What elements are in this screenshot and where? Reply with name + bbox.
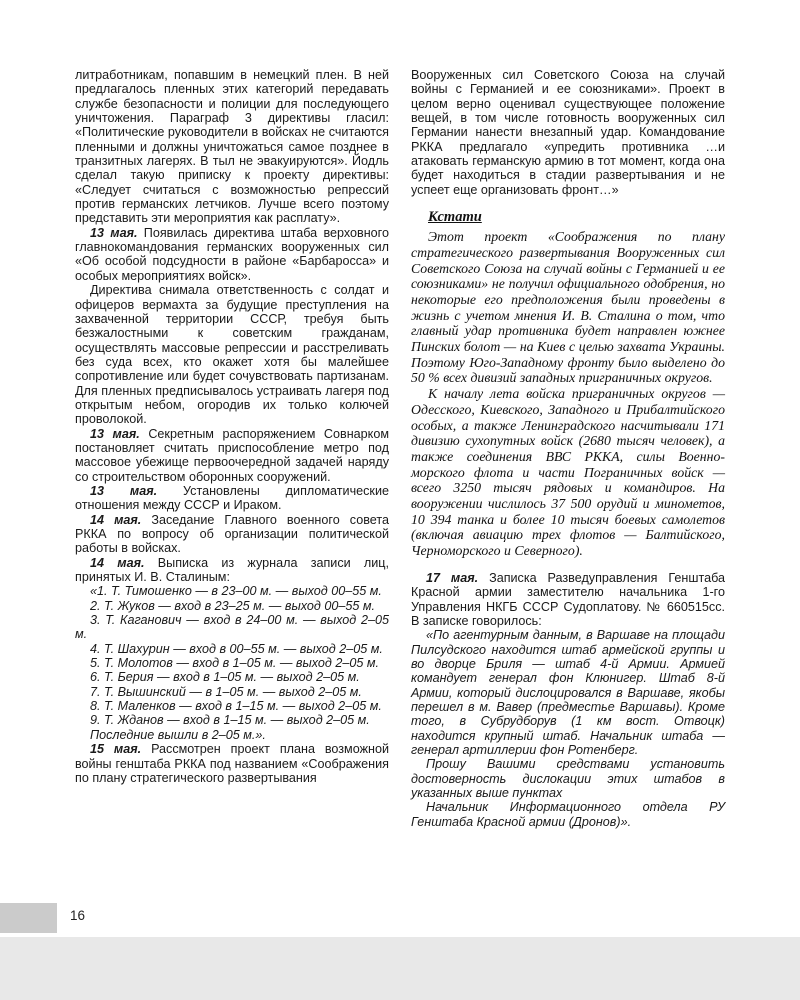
left-column: [75, 68, 389, 785]
page-bottom-band: [0, 937, 800, 1000]
journal-entry: 9. Т. Жданов — вход в 1–15 м. — выход 2–05 м.: [90, 713, 370, 728]
sidebar-paragraph: Этот проект «Соображения по плану стратегического развертывания Вооруженных сил Советского Союза на случай войны с Германией и ее союзниками» не получил официального одобрения, но некоторые его предположения были проведены в жизнь с учетом мнения И. В. Сталина о том, что главный удар противника будет направлен южнее Пинских болот — на Киев с целью захвата Украины. Поэтому Юго-Западному фронту было выделено до 50 % всех дивизий западных приграничных округов.: [411, 229, 725, 386]
paragraph: 14 мая. Выписка из журнала записи лиц, принятых И. В. Сталиным:: [75, 555, 390, 585]
right-column: [411, 68, 725, 829]
paragraph: 14 мая. Заседание Главного военного совета РККА по вопросу об организации политической работы в войсках.: [75, 512, 389, 556]
paragraph: 17 мая. Записка Разведуправления Генштаба Красной армии заместителю начальника 1-го Управления НКГБ СССР Судоплатову. № 660515сс. В записке говорилось:: [411, 570, 726, 628]
quote-paragraph: «По агентурным данным, в Варшаве на площади Пилсудского находится штаб армейской группы и во дворце Бриля — штаб 4-й Армии. Армией командует генерал фон Клюнигер. Штаб 8-й Армии, который дислоцировался в Варшаве, якобы перешел в м. Вавер (предместье Варшавы). Кроме того, в Субрудборув (1 км вост. Отвоцк) находится крупный штаб. Начальник штаба — генерал артиллерии фон Ротенберг.: [411, 628, 725, 757]
quote-paragraph: Прошу Вашими средствами установить достоверность дислокации этих штабов в указанных выше пунктах: [411, 757, 725, 801]
journal-entry: 3. Т. Каганович — вход в 24–00 м. — выход 2–05 м.: [75, 613, 389, 642]
page-number-tab: [0, 903, 57, 933]
journal-entry: 4. Т. Шахурин — вход в 00–55 м. — выход 2–05 м.: [90, 641, 383, 656]
sidebar-paragraph: К началу лета войска приграничных округов — Одесского, Киевского, Западного и Прибалтийского особых, а также Ленинградского насчитывали 171 дивизию сухопутных войск (2680 тысяч человек), а также соединения ВВС РККА, силы Военно-морского флота и части Пограничных войск — всего 3250 тысяч рядовых и командиров. На вооружении числилось 37 500 орудий и минометов, 10 394 танка и более 10 тысяч боевых самолетов (включая авиацию трех флотов — Балтийского, Черноморского и Северного).: [411, 386, 725, 559]
paragraph: Вооруженных сил Советского Союза на случай войны с Германией и ее союзниками». Проект в целом верно оценивал существующее положение вещей, в том числе готовность вооруженных сил Германии нанести внезапный удар. Командование РККА предлагало «упредить противника …и атаковать германскую армию в тот момент, когда она будет находиться в стадии развертывания и не успеет еще организовать фронт…»: [411, 68, 725, 197]
paragraph: 13 мая. Установлены дипломатические отношения между СССР и Ираком.: [75, 483, 389, 513]
date-lead: 14 мая.: [90, 555, 145, 570]
date-lead: 17 мая.: [426, 570, 479, 585]
paragraph: 13 мая. Появилась директива штаба верховного главнокомандования германских вооруженных сил «Об особой подсудности в районе «Барбаросса» и особых мероприятиях войск».: [75, 225, 389, 283]
date-lead: 14 мая.: [90, 512, 142, 527]
date-lead: 13 мая.: [90, 426, 140, 441]
sidebar-heading: Кстати: [428, 209, 482, 226]
paragraph: Директива снимала ответственность с солдат и офицеров вермахта за будущие преступления на захваченной территории СССР, требуя быть безжалостными к советским гражданам, осуществлять массовые репрессии и расстреливать без суда всех, кто окажет хотя бы малейшее сопротивление или будет сочувствовать партизанам. Для пленных предписывалось устраивать лагеря под открытым небом, огородив их только колючей проволокой.: [75, 283, 389, 427]
journal-entry: 7. Т. Вышинский — в 1–05 м. — выход 2–05 м.: [90, 684, 362, 699]
journal-entry: 8. Т. Маленков — вход в 1–15 м. — выход 2–05 м.: [90, 699, 382, 714]
journal-entry: 2. Т. Жуков — вход в 23–25 м. — выход 00–55 м.: [90, 598, 376, 613]
date-lead: 13 мая.: [90, 483, 158, 498]
paragraph: 13 мая. Секретным распоряжением Совнарком постановляет считать приспособление метро под массовое убежище первоочередной задачей наряду со строительством оборонных сооружений.: [75, 426, 389, 484]
date-lead: 13 мая.: [90, 225, 138, 240]
text-columns: [75, 68, 725, 829]
paragraph: 15 мая. Рассмотрен проект плана возможной войны генштаба РККА под названием «Соображения по плану стратегического развертывания: [75, 742, 389, 785]
journal-entry: Последние вышли в 2–05 м.».: [90, 727, 266, 742]
quote-paragraph: Начальник Информационного отдела РУ Генштаба Красной армии (Дронов)».: [411, 800, 725, 829]
journal-entry: 6. Т. Берия — вход в 1–05 м. — выход 2–05 м.: [90, 670, 360, 685]
page-number: 16: [70, 908, 86, 923]
paragraph: литработникам, попавшим в немецкий плен. В ней предлагалось пленных этих категорий передавать службе безопасности и полиции для последующего уничтожения. Параграф 3 директивы гласил: «Политические руководители в войсках не считаются пленными и должны уничтожаться самое позднее в транзитных лагерях. В тыл не эвакуируются». Йодль сделал такую приписку к проекту директивы: «Следует считаться с возможностью репрессий против германских летчиков. Лучше всего поэтому представить эти мероприятия как расплату».: [75, 68, 389, 226]
journal-entry: 5. Т. Молотов — вход в 1–05 м. — выход 2–05 м.: [90, 656, 380, 671]
journal-entry: «1. Т. Тимошенко — в 23–00 м. — выход 00–55 м.: [90, 584, 382, 599]
date-lead: 15 мая.: [90, 742, 142, 757]
